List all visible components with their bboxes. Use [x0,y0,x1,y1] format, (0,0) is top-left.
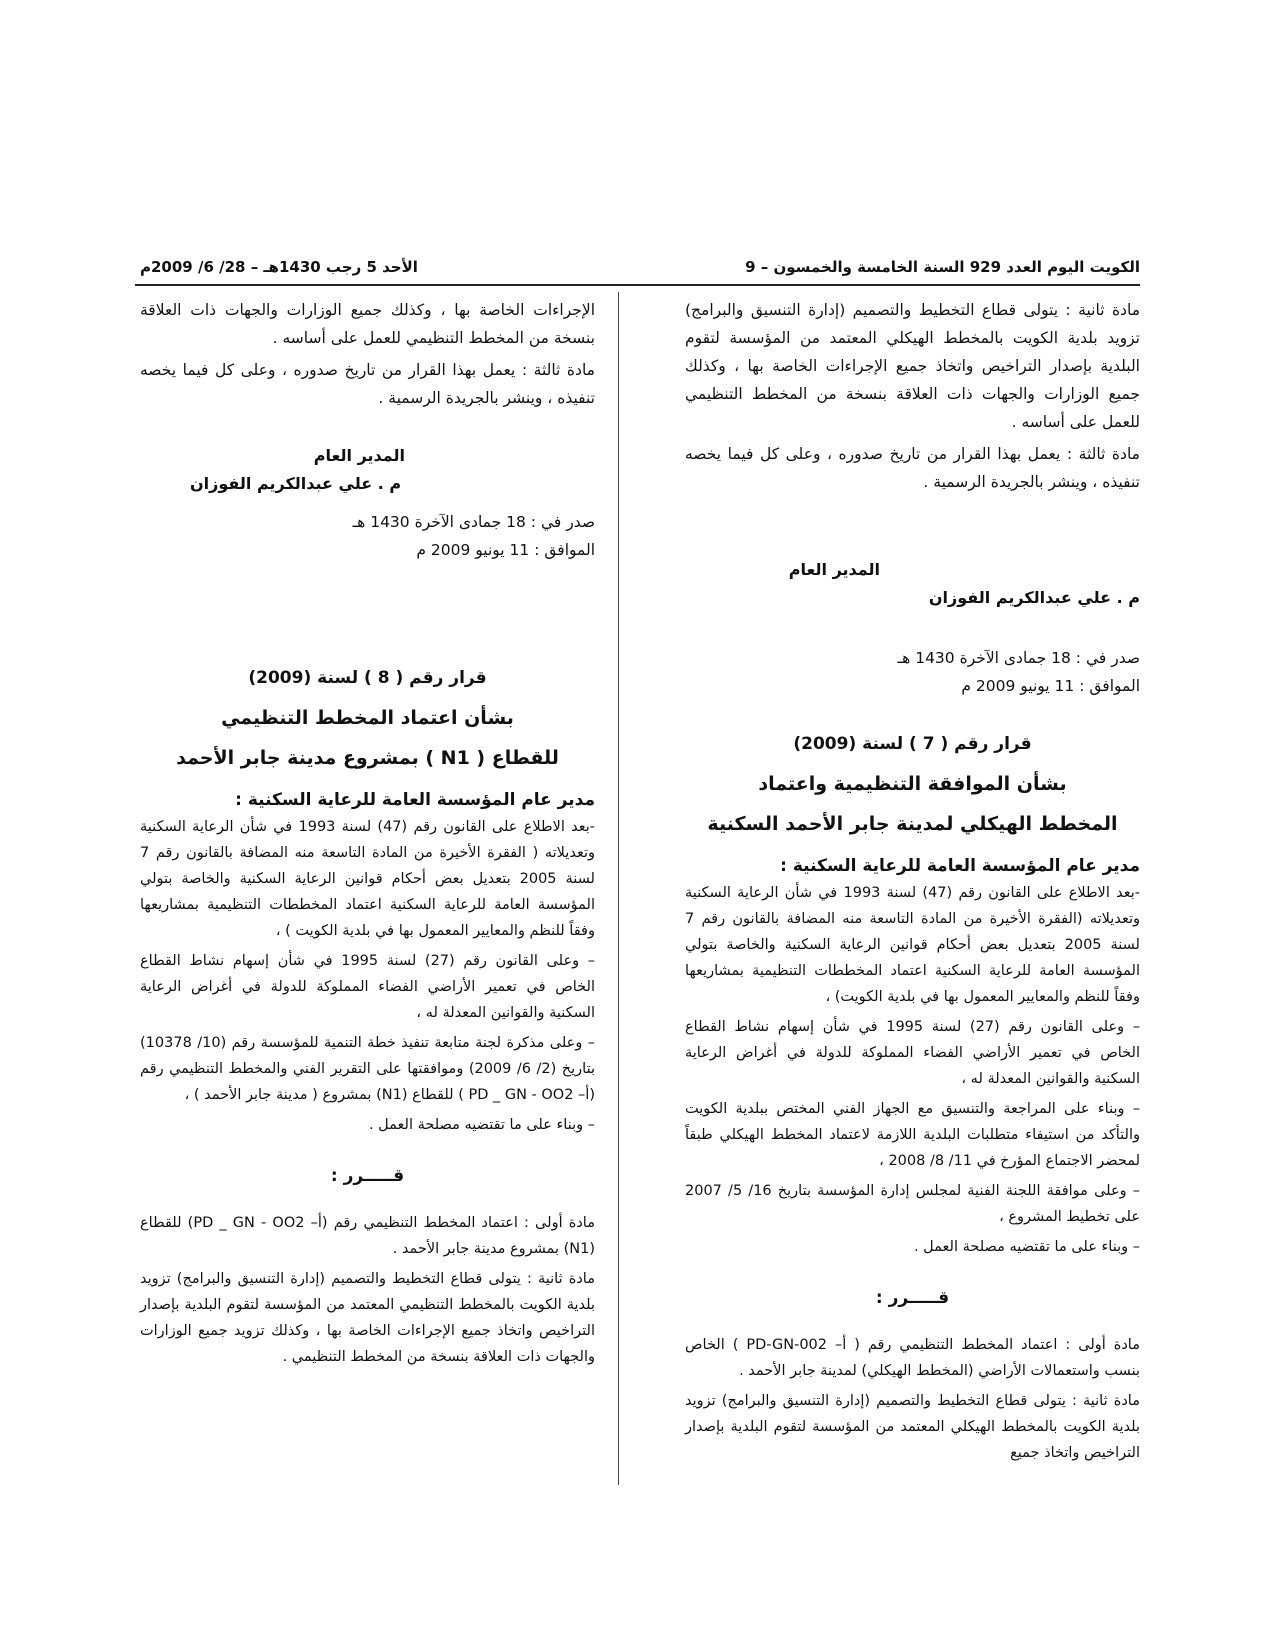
decision-title: قرار رقم ( 7 ) لسنة (2009) [793,734,1032,754]
column-divider [618,292,619,1485]
decision-subject: بشأن اعتماد المخطط التنظيمي [221,707,514,729]
decision-title: قرار رقم ( 8 ) لسنة (2009) [248,668,487,688]
recital-1: -بعد الاطلاع على القانون رقم (47) لسنة 1993 في شأن الرعاية السكنية وتعديلاته (الفقرة الأخيرة من المادة التاسعة منه المضافة بالقانون رقم 7 لسنة 2005 بتعديل بعض أحكام قوانين الرعاية السكنية والخاصة بتولي المؤسسة العامة للرعاية السكنية اعتماد المخططات التنظيمية بمشاريعها وفقاً للنظم والمعايير المعمول بها في بلدية الكويت) ، [685,885,1140,1005]
director-heading: مدير عام المؤسسة العامة للرعاية السكنية : [235,790,595,810]
signature-title: المدير العام [788,560,880,579]
article-1: مادة أولى : اعتماد المخطط التنظيمي رقم (أ– PD _ GN - OO2) للقطاع (N1) بمشروع مدينة جابر الأحمد . [140,1215,595,1257]
article-1: مادة أولى : اعتماد المخطط التنظيمي رقم ( أ– PD-GN-002 ) الخاص بنسب واستعمالات الأراضي (المخطط الهيكلي) لمدينة جابر الأحمد . [685,1337,1140,1379]
issue-date-block [685,644,1140,700]
article-3: مادة ثالثة : يعمل بهذا القرار من تاريخ صدوره ، وعلى كل فيما يخصه تنفيذه ، وينشر بالجريدة الرسمية . [140,361,595,407]
continued-text: الإجراءات الخاصة بها ، وكذلك جميع الوزارات والجهات ذات العلاقة بنسخة من المخطط التنظيمي للعمل على أساسه . [140,301,595,347]
issued-at: صدر في : 18 جمادى الآخرة 1430 هـ [897,649,1140,667]
left-column [140,296,595,1374]
signature-block [140,442,595,498]
decision-subject: بشأن الموافقة التنظيمية واعتماد [758,773,1067,795]
signature-title: المدير العام [313,446,405,465]
header-rule [135,284,1140,286]
recital-5: – وبناء على ما تقتضيه مصلحة العمل . [913,1239,1140,1255]
header-date: الأحد 5 رجب 1430هـ – 28/ 6/ 2009م [140,258,418,276]
right-column [685,296,1140,1470]
signature-name: م . علي عبدالكريم الفوزان [190,474,402,493]
recital-4: – وعلى موافقة اللجنة الفنية لمجلس إدارة المؤسسة بتاريخ 16/ 5/ 2007 على تخطيط المشروع ، [685,1183,1141,1225]
recital-2: – وعلى القانون رقم (27) لسنة 1995 في شأن إسهام نشاط القطاع الخاص في تعمير الأراضي الفضاء المملوكة للدولة في أغراض الرعاية السكنية والقوانين المعدلة له ، [685,1019,1140,1087]
recital-3: – وعلى مذكرة لجنة متابعة تنفيذ خطة التنمية للمؤسسة رقم (10/ 10378) بتاريخ (2/ 6/ 2009) وموافقتها على التقرير الفني والمخطط التنظيمي رقم (أ– PD _ GN - OO2 ) للقطاع (N1) بمشروع ( مدينة جابر الأحمد ) ، [140,1035,596,1103]
recital-2: – وعلى القانون رقم (27) لسنة 1995 في شأن إسهام نشاط القطاع الخاص في تعمير الأراضي الفضاء المملوكة للدولة في أغراض الرعاية السكنية والقوانين المعدلة له ، [140,953,595,1021]
issue-date-block [140,508,595,564]
article-2: مادة ثانية : يتولى قطاع التخطيط والتصميم (إدارة التنسيق والبرامج) تزويد بلدية الكويت بالمخطط الهيكلي المعتمد من المؤسسة لتقوم البلدية بإصدار التراخيص واتخاذ جميع الإجراءات الخاصة بها ، وكذلك جميع الوزارات والجهات ذات العلاقة بنسخة من المخطط التنظيمي للعمل على أساسه . [685,301,1140,431]
recital-4: – وبناء على ما تقتضيه مصلحة العمل . [368,1117,595,1133]
signature-block [685,556,1140,612]
article-3: مادة ثالثة : يعمل بهذا القرار من تاريخ صدوره ، وعلى كل فيما يخصه تنفيذه ، وينشر بالجريدة الرسمية . [685,445,1140,491]
director-heading: مدير عام المؤسسة العامة للرعاية السكنية : [780,856,1140,876]
decided-heading: قـــــرر : [330,1166,405,1186]
signature-name: م . علي عبدالكريم الفوزان [928,588,1140,607]
corresponding-date: الموافق : 11 يونيو 2009 م [961,677,1140,695]
recital-1: -بعد الاطلاع على القانون رقم (47) لسنة 1993 في شأن الرعاية السكنية وتعديلاته ( الفقرة الأخيرة من المادة التاسعة منه المضافة بالقانون رقم 7 لسنة 2005 بتعديل بعض أحكام قوانين الرعاية السكنية والخاصة بتولي المؤسسة العامة للرعاية السكنية اعتماد المخططات التنظيمية بمشاريعها وفقاً للنظم والمعايير المعمول بها في بلدية الكويت ) ، [140,819,595,939]
article-2-b: مادة ثانية : يتولى قطاع التخطيط والتصميم (إدارة التنسيق والبرامج) تزويد بلدية الكويت بالمخطط التنظيمي المعتمد من المؤسسة لتقوم البلدية بإصدار التراخيص واتخاذ جميع الإجراءات الخاصة بها ، وكذلك تزويد جميع الوزارات والجهات ذات العلاقة بنسخة من المخطط التنظيمي . [140,1271,595,1365]
header-issue-info: الكويت اليوم العدد 929 السنة الخامسة والخمسون – 9 [745,258,1140,276]
decided-heading: قـــــرر : [875,1288,950,1308]
article-2-b: مادة ثانية : يتولى قطاع التخطيط والتصميم (إدارة التنسيق والبرامج) تزويد بلدية الكويت بالمخطط الهيكلي المعتمد من المؤسسة لتقوم البلدية بإصدار التراخيص واتخاذ جميع [685,1393,1140,1461]
decision-subject-line2: للقطاع ( N1 ) بمشروع مدينة جابر الأحمد [176,747,559,769]
issued-at: صدر في : 18 جمادى الآخرة 1430 هـ [352,513,595,531]
corresponding-date: الموافق : 11 يونيو 2009 م [416,541,595,559]
decision-subject-line2: المخطط الهيكلي لمدينة جابر الأحمد السكنية [707,813,1118,835]
recital-3: – وبناء على المراجعة والتنسيق مع الجهاز الفني المختص ببلدية الكويت والتأكد من استيفاء متطلبات البلدية اللازمة لاعتماد المخطط الهيكلي طبقاً لمحضر الاجتماع المؤرخ في 11/ 8/ 2008 ، [685,1101,1140,1169]
